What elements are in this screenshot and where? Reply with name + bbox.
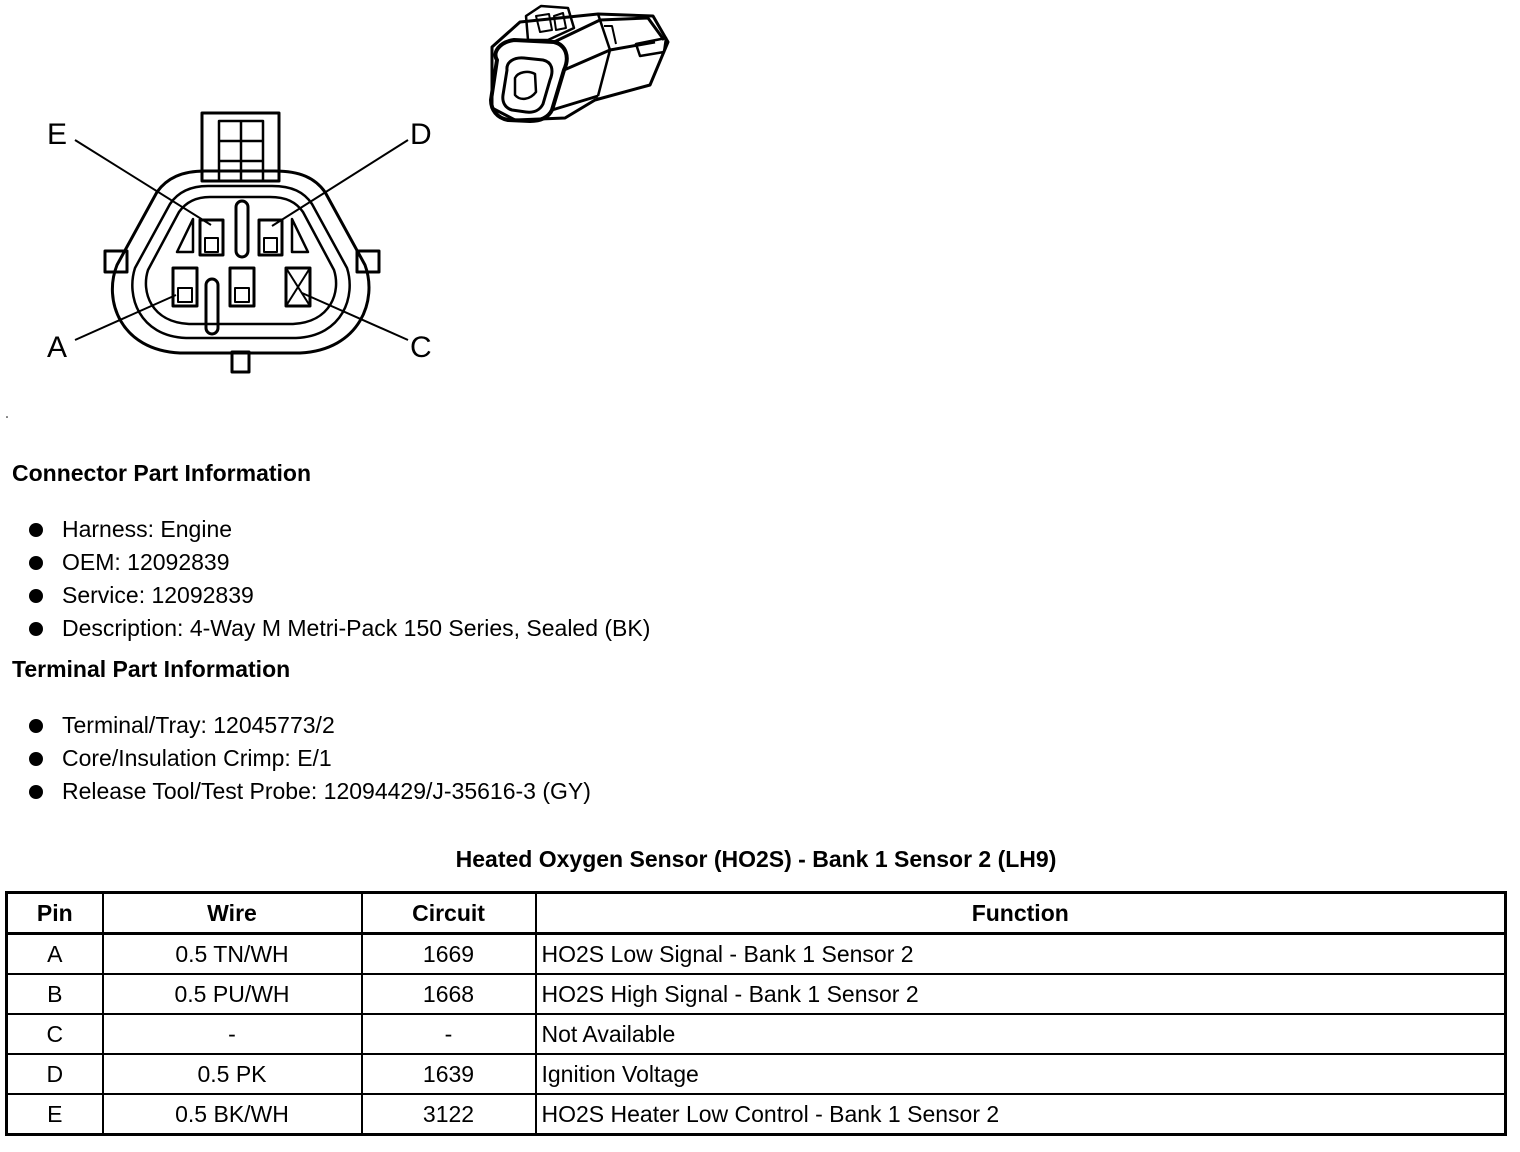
- pin-label-a: A: [47, 331, 68, 364]
- table-row: [7, 1014, 1506, 1054]
- table-row: [7, 1094, 1506, 1135]
- cell-function: HO2S High Signal - Bank 1 Sensor 2: [536, 974, 1506, 1014]
- connector-info-heading: Connector Part Information: [12, 460, 312, 486]
- cell-wire: 0.5 PU/WH: [103, 974, 362, 1014]
- cell-circuit: 3122: [362, 1094, 536, 1135]
- cell-pin: D: [7, 1054, 103, 1094]
- cell-function: HO2S Heater Low Control - Bank 1 Sensor 2: [536, 1094, 1506, 1135]
- bullet-icon: [29, 556, 43, 570]
- cell-function: HO2S Low Signal - Bank 1 Sensor 2: [536, 934, 1506, 975]
- bullet-icon: [29, 523, 43, 537]
- header-wire: Wire: [103, 893, 362, 934]
- connector-sketch: [491, 6, 668, 121]
- connector-service: Service: 12092839: [62, 582, 254, 608]
- cell-circuit: -: [362, 1014, 536, 1054]
- pin-label-d: D: [410, 118, 432, 151]
- table-row: [7, 1054, 1506, 1094]
- cell-pin: C: [7, 1014, 103, 1054]
- pin-label-e: E: [47, 118, 68, 151]
- cell-function: Not Available: [536, 1014, 1506, 1054]
- table-header-row: [7, 893, 1506, 934]
- list-item: [0, 775, 591, 808]
- pin-table: [5, 891, 1507, 1136]
- cell-wire: 0.5 PK: [103, 1054, 362, 1094]
- list-item: [0, 579, 650, 612]
- terminal-tray: Terminal/Tray: 12045773/2: [62, 712, 335, 738]
- table-row: [7, 934, 1506, 975]
- cell-wire: 0.5 TN/WH: [103, 934, 362, 975]
- header-function: Function: [536, 893, 1506, 934]
- cell-wire: -: [103, 1014, 362, 1054]
- table-row: [7, 974, 1506, 1014]
- cell-pin: A: [7, 934, 103, 975]
- terminal-release-tool: Release Tool/Test Probe: 12094429/J-35616-3 (GY): [62, 778, 591, 804]
- cell-circuit: 1668: [362, 974, 536, 1014]
- cell-function: Ignition Voltage: [536, 1054, 1506, 1094]
- pin-label-c: C: [410, 331, 432, 364]
- connector-diagram: [0, 0, 720, 430]
- list-item: [0, 513, 650, 546]
- terminal-info-list: [0, 709, 591, 808]
- list-item: [0, 612, 650, 645]
- bullet-icon: [29, 589, 43, 603]
- connector-info-list: [0, 513, 650, 645]
- cell-circuit: 1669: [362, 934, 536, 975]
- cell-circuit: 1639: [362, 1054, 536, 1094]
- terminal-info-heading: Terminal Part Information: [12, 656, 291, 682]
- cell-pin: E: [7, 1094, 103, 1135]
- connector-harness: Harness: Engine: [62, 516, 233, 542]
- cell-pin: B: [7, 974, 103, 1014]
- connector-description: Description: 4-Way M Metri-Pack 150 Series, Sealed (BK): [62, 615, 651, 641]
- cell-wire: 0.5 BK/WH: [103, 1094, 362, 1135]
- connector-oem: OEM: 12092839: [62, 549, 230, 575]
- bullet-icon: [29, 752, 43, 766]
- bullet-icon: [29, 719, 43, 733]
- header-pin: Pin: [7, 893, 103, 934]
- bullet-icon: [29, 622, 43, 636]
- list-item: [0, 742, 591, 775]
- list-item: [0, 709, 591, 742]
- terminal-crimp: Core/Insulation Crimp: E/1: [62, 745, 332, 771]
- list-item: [0, 546, 650, 579]
- table-title: Heated Oxygen Sensor (HO2S) - Bank 1 Sensor 2 (LH9): [455, 846, 1057, 872]
- bullet-icon: [29, 785, 43, 799]
- header-circuit: Circuit: [362, 893, 536, 934]
